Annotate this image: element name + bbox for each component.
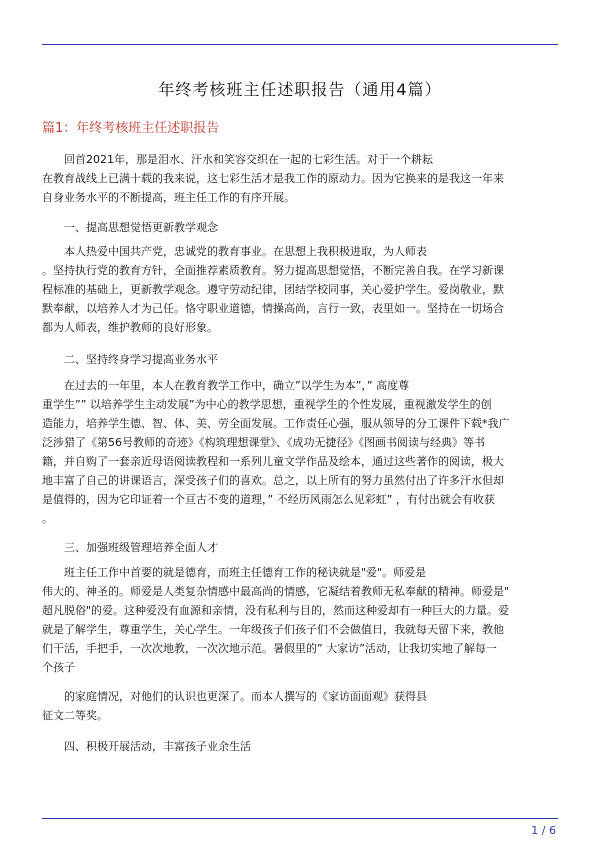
text-line: 籍，并自购了一套亲近母语阅读教程和一系列儿童文学作品及绘本，通过这些著作的阅读，极大 [42,455,504,468]
paragraph-1 [42,242,558,337]
text-line: 征文二等奖。 [42,709,108,722]
footer-rule [42,818,558,819]
paragraph-4 [42,687,558,725]
text-line: 个孩子 [42,661,75,674]
text-line: 班主任工作中首要的就是德育，而班主任德育工作的秘诀就是"爱"。师爱是 [64,566,427,579]
text-line: 的家庭情况，对他们的认识也更深了。而本人撰写的《家访面面观》获得县 [64,690,427,703]
text-line: 就是了解学生，尊重学生，关心学生。一年级孩子们孩子们不会做值日，我就每天留下来，教他 [42,623,504,636]
intro-paragraph [42,150,558,207]
paragraph-3 [42,563,558,677]
header-rule [42,44,558,45]
text-line: 们干活，手把手，一次次地教，一次次地示范。暑假里的” 大家访”活动，让我切实地了解每一 [42,642,497,655]
text-line: 造能力，培养学生德、智、体、美、劳全面发展。工作责任心强，服从领导的分工课件下载*我广 [42,417,510,430]
text-line: 伟大的、神圣的。师爱是人类复杂情感中最高尚的情感，它凝结着教师无私奉献的精神。师爱是" [42,585,510,598]
text-line: 重学生”” 以培养学生主动发展”为中心的教学思想，重视学生的个性发展，重视激发学生的创 [42,398,492,411]
heading-1: 一、提高思想觉悟更新教学观念 [64,221,218,234]
text-line: 回首2021年，那是泪水、汗水和笑容交织在一起的七彩生活。对于一个耕耘 [64,153,433,166]
text-line: 超凡脱俗"的爱。这种爱没有血源和亲情，没有私利与目的，然而这种爱却有一种巨大的力量。爱 [42,604,510,617]
text-line: 是值得的，因为它印证着一个亘古不变的道理，” 不经历风雨怎么见彩虹” ，有付出就会有收获 [42,493,495,506]
page-title: 年终考核班主任述职报告（通用4篇） [158,80,442,99]
text-line: 地丰富了自己的讲课语言，深受孩子们的喜欢。总之，以上所有的努力虽然付出了许多汗水但却 [42,474,504,487]
heading-2: 二、坚持终身学习提高业务水平 [64,353,218,366]
text-line: 泛涉猎了《第56号教师的奇迹》《构筑理想课堂》、《成功无捷径》《图画书阅读与经典》等书 [42,436,485,449]
text-line: 在教育战线上已满十载的我来说，这七彩生活才是我工作的原动力。因为它换来的是我这一年来 [42,172,504,185]
page-number: 1 / 6 [531,824,556,837]
text-line: 都为人师表，维护教师的良好形象。 [42,321,218,334]
text-line: 默奉献，以培养人才为己任。恪守职业道德，情操高尚，言行一致，表里如一。坚持在一切场合 [42,302,504,315]
heading-4: 四、积极开展活动，丰富孩子业余生活 [64,740,251,753]
text-line: 。坚持执行党的教育方针，全面推荐素质教育。努力提高思想觉悟，不断完善自我。在学习新课 [42,264,504,277]
section-title: 篇1：年终考核班主任述职报告 [42,121,220,136]
paragraph-2 [42,376,558,528]
text-line: 程标准的基础上，更新教学观念。遵守劳动纪律，团结学校同事，关心爱护学生。爱岗敬业，默 [42,283,504,296]
text-line: 。 [42,512,53,525]
text-line: 在过去的一年里，本人在教育教学工作中，确立”以学生为本”，” 高度尊 [64,379,410,392]
text-line: 本人热爱中国共产党，忠诚党的教育事业。在思想上我积极进取，为人师表 [64,245,427,258]
text-line: 自身业务水平的不断提高，班主任工作的有序开展。 [42,191,295,204]
heading-3: 三、加强班级管理培养全面人才 [64,541,218,554]
